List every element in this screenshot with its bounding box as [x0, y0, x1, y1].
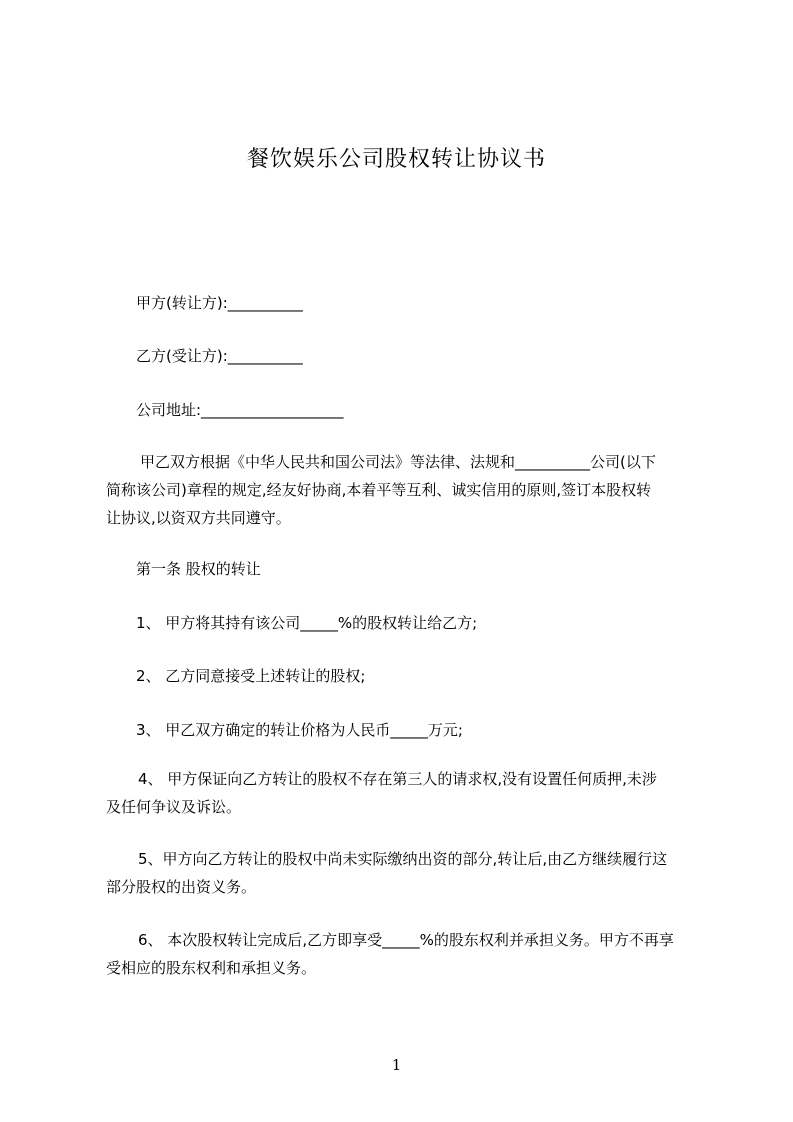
company-address-line: 公司地址:___________________ [136, 401, 344, 419]
party-b-line: 乙方(受让方):__________ [136, 347, 303, 365]
clause-5 [106, 845, 667, 901]
clause-4-line-2: 及任何争议及诉讼。 [106, 798, 242, 816]
page-number: 1 [391, 1056, 402, 1074]
party-a-line: 甲方(转让方):__________ [136, 294, 303, 312]
preamble-line-1: 甲乙双方根据《中华人民共和国公司法》等法律、法规和__________公司(以下 [140, 453, 656, 471]
clause-2: 2、 乙方同意接受上述转让的股权; [136, 667, 366, 685]
preamble-paragraph [106, 448, 656, 532]
clause-1: 1、 甲方将其持有该公司_____%的股权转让给乙方; [136, 614, 478, 632]
preamble-line-2: 简称该公司)章程的规定,经友好协商,本着平等互利、诚实信用的原则,签订本股权转 [106, 481, 652, 499]
article1-heading: 第一条 股权的转让 [136, 560, 261, 578]
clause-5-line-1: 5、甲方向乙方转让的股权中尚未实际缴纳出资的部分,转让后,由乙方继续履行这 [138, 850, 668, 868]
clause-3: 3、 甲乙双方确定的转让价格为人民币_____万元; [136, 721, 463, 739]
clause-6-line-1: 6、 本次股权转让完成后,乙方即享受_____%的股东权利并承担义务。甲方不再享 [138, 931, 674, 949]
clause-5-line-2: 部分股权的出资义务。 [106, 878, 257, 896]
clause-6-line-2: 受相应的股东权利和承担义务。 [106, 959, 317, 977]
document-title: 餐饮娱乐公司股权转让协议书 [246, 147, 546, 172]
clause-4-line-1: 4、 甲方保证向乙方转让的股权不存在第三人的请求权,没有设置任何质押,未涉 [138, 770, 657, 788]
preamble-line-3: 让协议,以资双方共同遵守。 [106, 509, 291, 527]
clause-4 [106, 765, 657, 821]
clause-6 [106, 926, 674, 982]
